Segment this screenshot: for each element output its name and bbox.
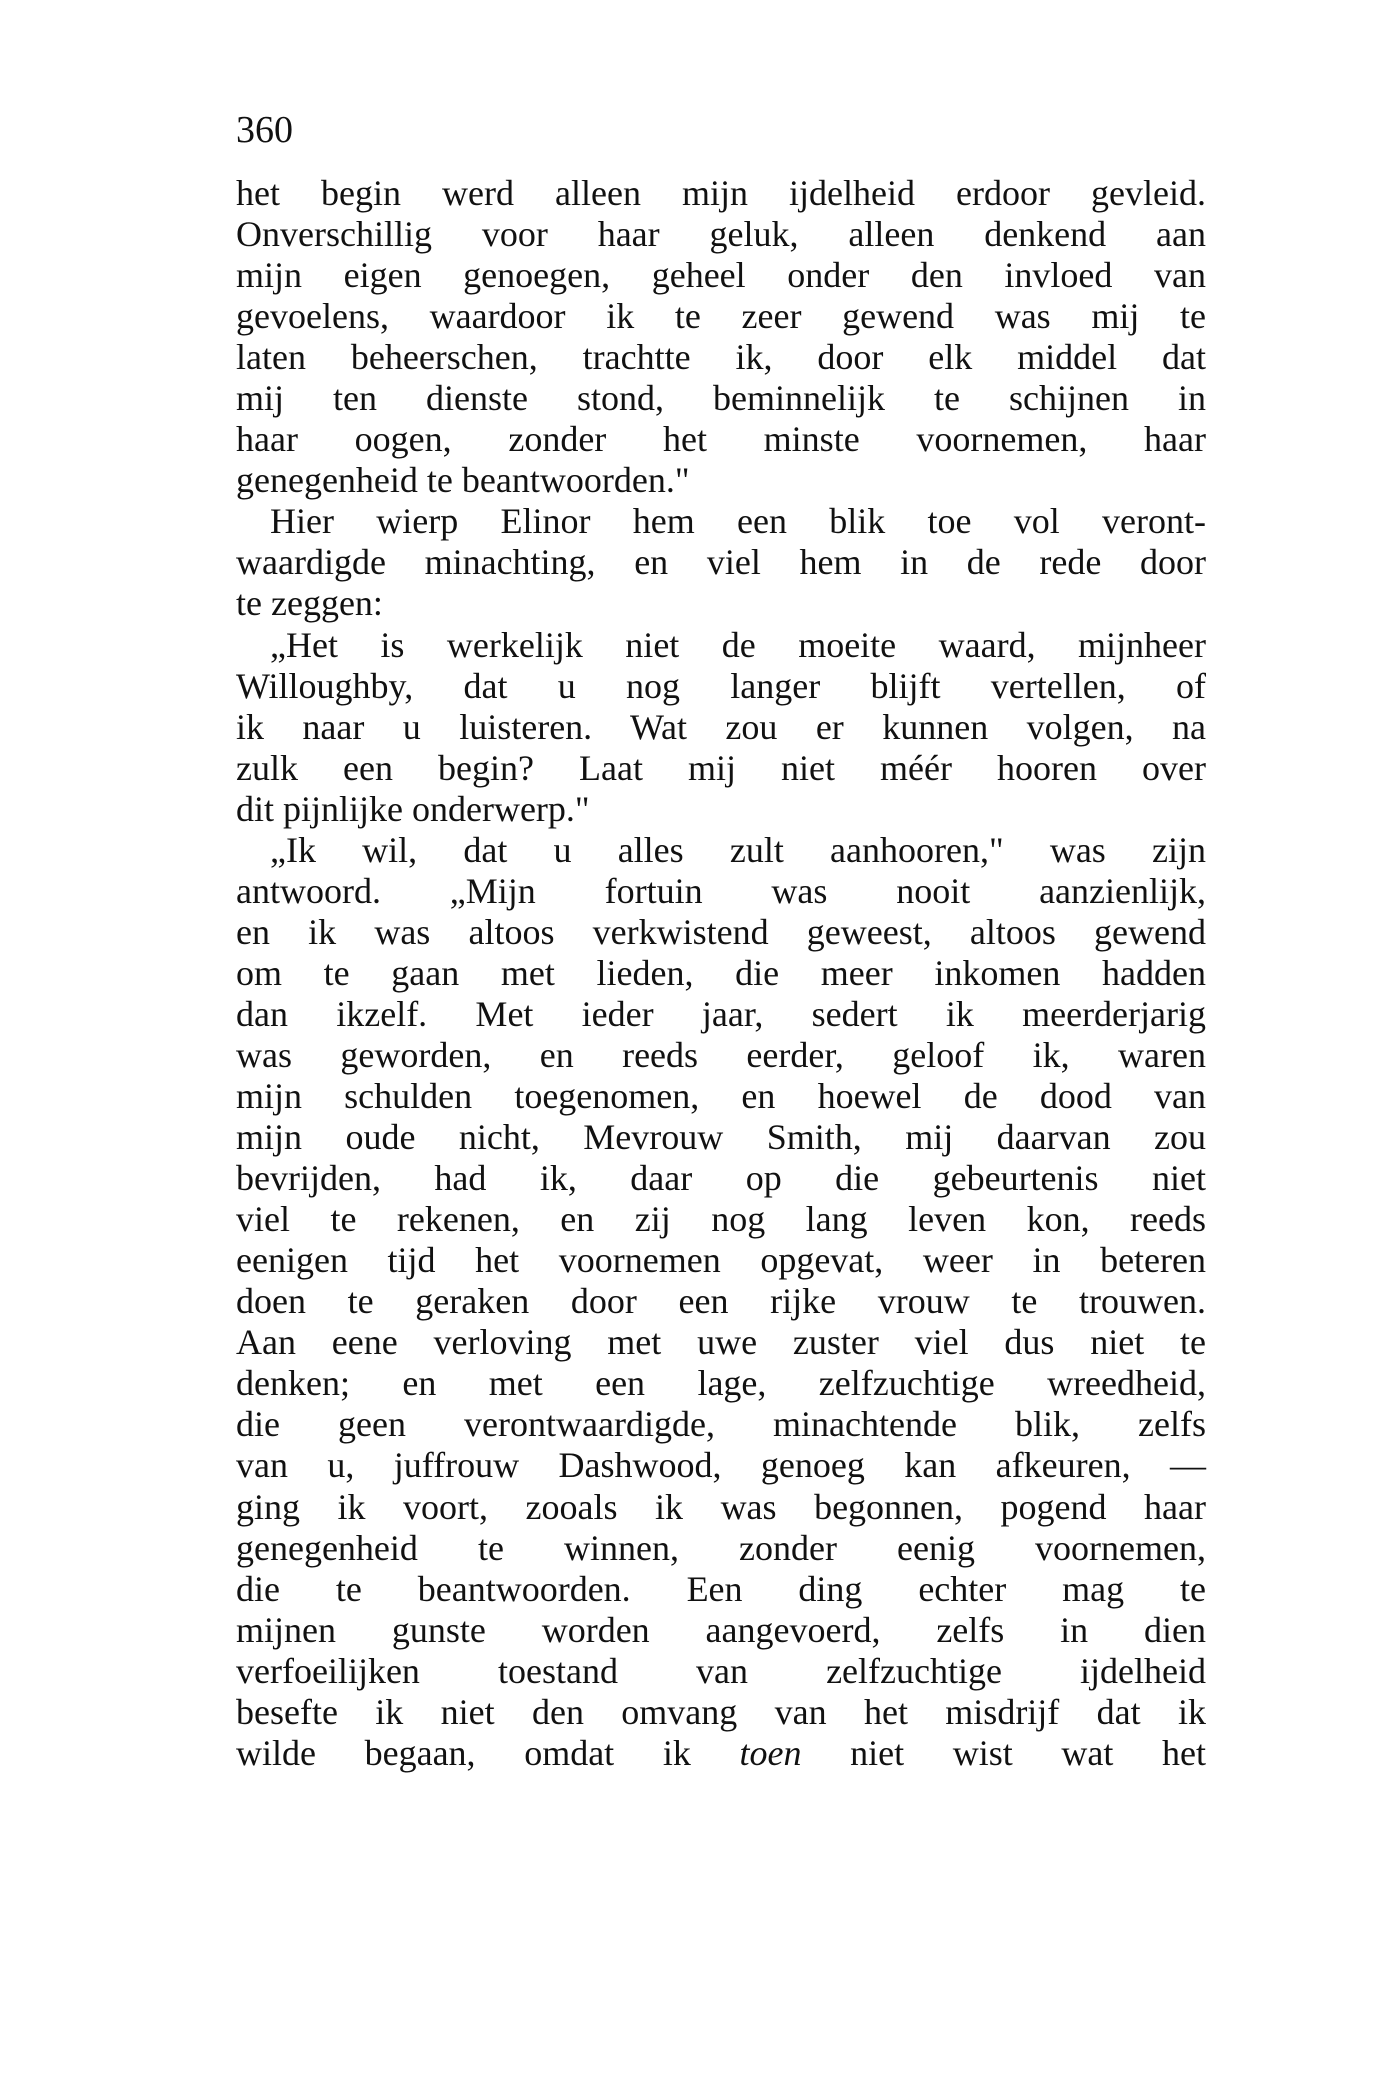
text-line: denken; en met een lage, zelfzuchtige wreedheid, [236, 1363, 1206, 1404]
text-line: Onverschillig voor haar geluk, alleen denkend aan [236, 214, 1206, 255]
text-line: die te beantwoorden. Een ding echter mag te [236, 1568, 1206, 1609]
text-line: te zeggen: [236, 583, 383, 624]
text-line: mijn schulden toegenomen, en hoewel de dood van [236, 1076, 1206, 1117]
text-line: om te gaan met lieden, die meer inkomen hadden [236, 952, 1206, 993]
text-line: besefte ik niet den omvang van het misdrijf dat ik [236, 1691, 1206, 1732]
text-line: ging ik voort, zooals ik was begonnen, pogend haar [236, 1486, 1206, 1527]
text-line: antwoord. „Mijn fortuin was nooit aanzienlijk, [236, 870, 1206, 911]
text-line: zulk een begin? Laat mij niet méér hooren over [236, 747, 1206, 788]
text-line: „Ik wil, dat u alles zult aanhooren," was zijn [270, 829, 1206, 870]
text-line: doen te geraken door een rijke vrouw te trouwen. [236, 1281, 1206, 1322]
text-line: „Het is werkelijk niet de moeite waard, mijnheer [270, 624, 1206, 665]
text-line: verfoeilijken toestand van zelfzuchtige ijdelheid [236, 1650, 1206, 1691]
text-line: wilde begaan, omdat ik toen niet wist wat het [236, 1732, 1206, 1773]
text-line: gevoelens, waardoor ik te zeer gewend was mij te [236, 296, 1206, 337]
page-number: 360 [236, 109, 293, 151]
text-line: Aan eene verloving met uwe zuster viel dus niet te [236, 1322, 1206, 1363]
text-line: van u, juffrouw Dashwood, genoeg kan afkeuren, — [236, 1445, 1206, 1486]
text-line: eenigen tijd het voornemen opgevat, weer in beteren [236, 1240, 1206, 1281]
text-line: het begin werd alleen mijn ijdelheid erdoor gevleid. [236, 173, 1206, 213]
text-line: was geworden, en reeds eerder, geloof ik, waren [236, 1034, 1206, 1075]
text-line: bevrijden, had ik, daar op die gebeurtenis niet [236, 1158, 1206, 1199]
text-line: haar oogen, zonder het minste voornemen, haar [236, 419, 1206, 460]
body-text [236, 173, 1206, 1774]
text-line: mijn oude nicht, Mevrouw Smith, mij daarvan zou [236, 1117, 1206, 1158]
text-line: viel te rekenen, en zij nog lang leven kon, reeds [236, 1199, 1206, 1240]
text-line: Hier wierp Elinor hem een blik toe vol veront- [270, 501, 1206, 542]
text-line: genegenheid te beantwoorden." [236, 460, 690, 501]
text-line: mijnen gunste worden aangevoerd, zelfs in dien [236, 1609, 1206, 1650]
text-line: mijn eigen genoegen, geheel onder den invloed van [236, 255, 1206, 296]
text-line: waardigde minachting, en viel hem in de rede door [236, 542, 1206, 583]
text-line: dan ikzelf. Met ieder jaar, sedert ik meerderjarig [236, 993, 1206, 1034]
text-line: ik naar u luisteren. Wat zou er kunnen volgen, na [236, 706, 1206, 747]
text-line: genegenheid te winnen, zonder eenig voornemen, [236, 1527, 1206, 1568]
text-line: die geen verontwaardigde, minachtende blik, zelfs [236, 1404, 1206, 1445]
text-line: en ik was altoos verkwistend geweest, altoos gewend [236, 911, 1206, 952]
text-line: Willoughby, dat u nog langer blijft vertellen, of [236, 665, 1206, 706]
text-line: mij ten dienste stond, beminnelijk te schijnen in [236, 378, 1206, 419]
emphasis: toen [739, 1732, 802, 1773]
text-line: laten beheerschen, trachtte ik, door elk middel dat [236, 337, 1206, 378]
text-line: dit pijnlijke onderwerp." [236, 788, 590, 829]
